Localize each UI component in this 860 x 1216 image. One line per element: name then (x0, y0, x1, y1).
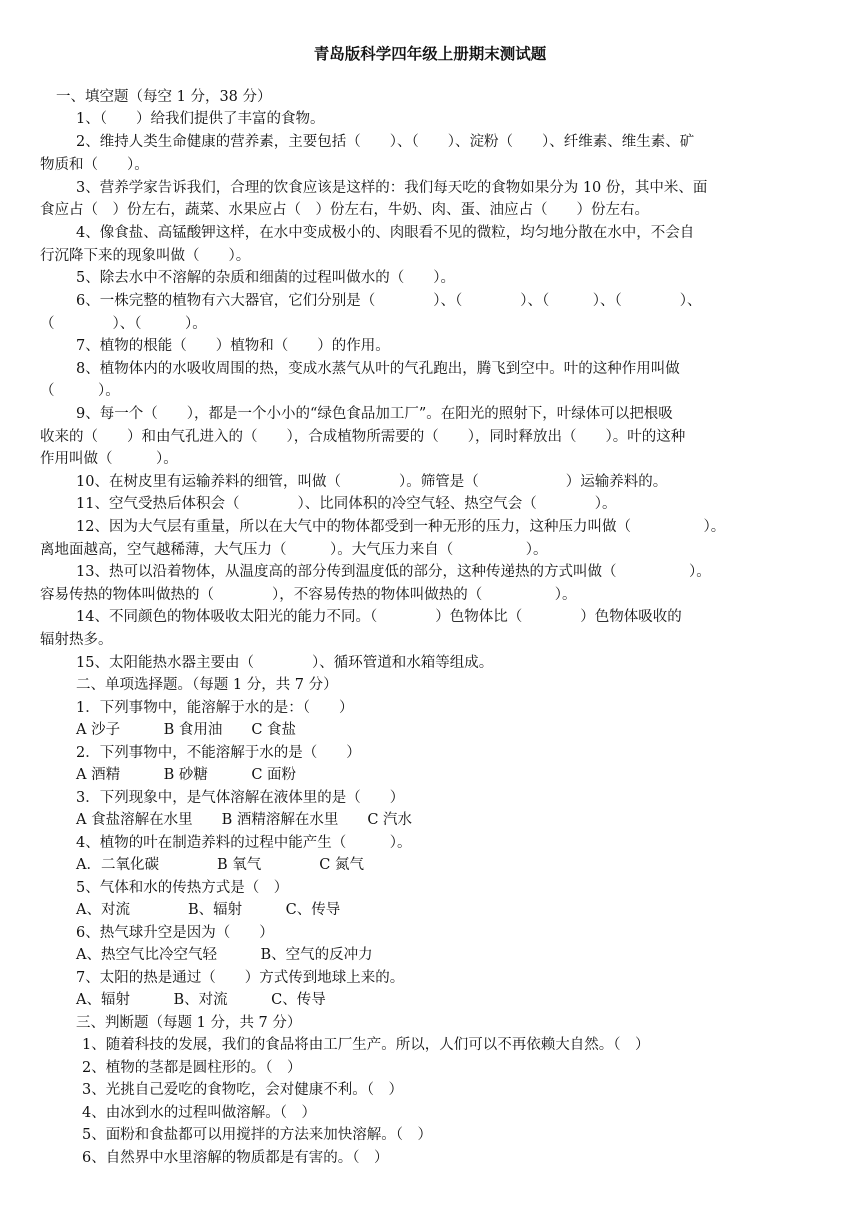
question-text: 8、植物体内的水吸收周围的热，变成水蒸气从叶的气孔跑出，腾飞到空中。叶的这种作用叫做 (76, 361, 680, 377)
question-text: 物质和（ ）。 (40, 157, 149, 173)
question-text: 12、因为大气层有重量，所以在大气中的物体都受到一种无形的压力，这种压力叫做（ ）。 (76, 519, 726, 535)
question-text: 6、一株完整的植物有六大器官，它们分别是（ ）、（ ）、（ ）、（ ）、 (76, 293, 702, 309)
page-title: 青岛版科学四年级上册期末测试题 (313, 45, 547, 63)
question-text: 离地面越高，空气越稀薄，大气压力（ ）。大气压力来自（ ）。 (40, 542, 548, 558)
question-text: 3、光挑自己爱吃的食物吃，会对健康不利。（ ） (82, 1082, 403, 1098)
question-text: 11、空气受热后体积会（ ）、比同体积的冷空气轻、热空气会（ ）。 (76, 496, 617, 512)
question-text: 容易传热的物体叫做热的（ ），不容易传热的物体叫做热的（ ）。 (40, 587, 577, 603)
question-text: 3．下列现象中，是气体溶解在液体里的是（ ） (76, 790, 405, 806)
question-text: 4、由冰到水的过程叫做溶解。（ ） (82, 1105, 316, 1121)
question-text: 2、植物的茎都是圆柱形的。（ ） (82, 1060, 302, 1076)
question-text: （ ）、（ ）。 (40, 316, 207, 332)
question-text: 15、太阳能热水器主要由（ ）、循环管道和水箱等组成。 (76, 655, 494, 671)
question-text: 6、自然界中水里溶解的物质都是有害的。（ ） (82, 1150, 389, 1166)
question-text: 6、热气球升空是因为（ ） (76, 925, 274, 941)
question-text: 辐射热多。 (40, 632, 113, 648)
question-text: 4、像食盐、高锰酸钾这样，在水中变成极小的、肉眼看不见的微粒，均匀地分散在水中，不会自 (76, 225, 695, 241)
question-text: 2．下列事物中，不能溶解于水的是（ ） (76, 745, 361, 761)
answer-options: A、对流 B、辐射 C、传导 (76, 902, 341, 918)
answer-options: A 沙子 B 食用油 C 食盐 (76, 722, 297, 738)
question-text: 7、太阳的热是通过（ ）方式传到地球上来的。 (76, 970, 405, 986)
question-text: （ ）。 (40, 383, 120, 399)
answer-options: A 酒精 B 砂糖 C 面粉 (76, 767, 297, 783)
section-heading-single-choice: 二、单项选择题。（每题 1 分，共 7 分） (76, 677, 338, 693)
question-text: 行沉降下来的现象叫做（ ）。 (40, 248, 251, 264)
question-text: 7、植物的根能（ ）植物和（ ）的作用。 (76, 338, 390, 354)
question-text: 3、营养学家告诉我们，合理的饮食应该是这样的：我们每天吃的食物如果分为 10 份，其中米、面 (76, 180, 708, 196)
question-text: 收来的（ ）和由气孔进入的（ ），合成植物所需要的（ ），同时释放出（ ）。叶的这种 (40, 429, 686, 445)
section-heading-fill-blank: 一、填空题（每空 1 分，38 分） (56, 89, 272, 105)
section-heading-true-false: 三、判断题（每题 1 分，共 7 分） (76, 1015, 302, 1031)
question-text: 1、随着科技的发展，我们的食品将由工厂生产。所以，人们可以不再依赖大自然。（ ） (82, 1037, 650, 1053)
question-text: 5、气体和水的传热方式是（ ） (76, 880, 289, 896)
question-text: 2、维持人类生命健康的营养素，主要包括（ ）、（ ）、淀粉（ ）、纤维素、维生素、矿 (76, 134, 695, 150)
answer-options: A 食盐溶解在水里 B 酒精溶解在水里 C 汽水 (76, 812, 413, 828)
answer-options: A．二氧化碳 B 氧气 C 氮气 (76, 857, 364, 873)
question-text: 1．下列事物中，能溶解于水的是：（ ） (76, 700, 354, 716)
question-text: 14、不同颜色的物体吸收太阳光的能力不同。（ ）色物体比（ ）色物体吸收的 (76, 609, 682, 625)
question-text: 13、热可以沿着物体，从温度高的部分传到温度低的部分，这种传递热的方式叫做（ ）。 (76, 564, 711, 580)
question-text: 10、在树皮里有运输养料的细管，叫做（ ）。筛管是（ ）运输养料的。 (76, 474, 668, 490)
answer-options: A、热空气比冷空气轻 B、空气的反冲力 (76, 947, 373, 963)
answer-options: A、辐射 B、对流 C、传导 (76, 992, 326, 1008)
question-text: 作用叫做（ ）。 (40, 451, 178, 467)
question-text: 1、（ ）给我们提供了丰富的食物。 (76, 111, 325, 127)
question-text: 5、除去水中不溶解的杂质和细菌的过程叫做水的（ ）。 (76, 270, 455, 286)
question-text: 食应占（ ）份左右，蔬菜、水果应占（ ）份左右，牛奶、肉、蛋、油应占（ ）份左右。 (40, 202, 649, 218)
question-text: 9、每一个（ ），都是一个小小的“绿色食品加工厂”。在阳光的照射下，叶绿体可以把根吸 (76, 406, 673, 422)
question-text: 4、植物的叶在制造养料的过程中能产生（ ）。 (76, 835, 412, 851)
question-text: 5、面粉和食盐都可以用搅拌的方法来加快溶解。（ ） (82, 1127, 432, 1143)
